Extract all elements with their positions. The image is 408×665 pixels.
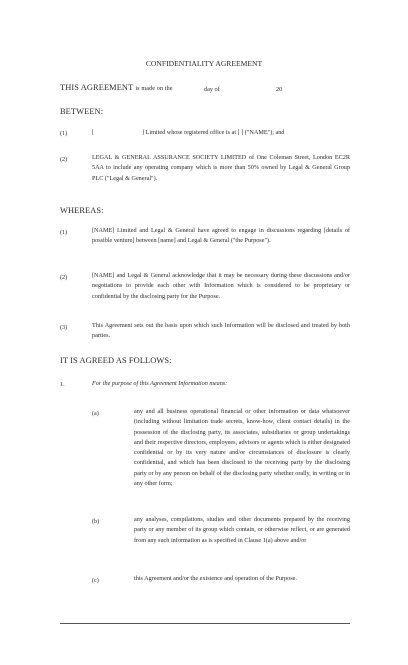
day-of-text: day of (204, 86, 220, 93)
agreement-lead-label: THIS AGREEMENT (60, 83, 134, 92)
whereas-1-text: [NAME] Limited and Legal & General have agreed to engage in discussions regarding [details of possible venture] between [name] and Legal & General ("the Purpose"). (92, 227, 350, 245)
agreement-lead (60, 83, 173, 94)
clause-1b-number: (b) (92, 518, 100, 525)
whereas-2-text: [NAME] and Legal & General acknowledge that it may be necessary during these discussions and/or negotiations to provide each other with Information which is considered to be proprietary or confidential by the disclosing party for the Purpose. (92, 272, 350, 300)
document-title: CONFIDENTIALITY AGREEMENT (145, 59, 263, 68)
agreed-heading: IT IS AGREED AS FOLLOWS: (60, 356, 172, 365)
clause-1a-text: any and all business operational financial or other information or data whatsoever (including without limitation trade secrets, know-how, client contact details) in the possession of the disclosing party, its associates, subsidiaries or group undertakings and their respective directors, employees, advisors or agents which is either designated confidential or by its very nature and/or circumstances of disclosure is clearly confidential, and which has been disclosed to the receiving party by the disclosing party or by any person on behalf of the disclosing party whether orally, in writing or in any other form; (134, 408, 350, 488)
year-text: 20 (276, 86, 283, 93)
party-2-number: (2) (60, 156, 68, 163)
between-heading: BETWEEN: (60, 107, 104, 116)
whereas-3-number: (3) (60, 324, 68, 331)
footer-rule (60, 623, 350, 624)
clause-1a-number: (a) (92, 410, 99, 417)
whereas-3-text: This Agreement sets out the basis upon which such Information will be disclosed and treated by both parties. (92, 322, 350, 340)
clause-1c-number: (c) (92, 577, 99, 584)
party-1-bracket: [ (92, 129, 95, 136)
made-on-text: is made on the (135, 85, 173, 92)
clause-1b-text: any analyses, compilations, studies and other documents prepared by the receiving party or any member of its group which contain, or otherwise reflect, or are generated from any such information as is specified in Clause 1(a) above and/or (134, 516, 350, 544)
whereas-heading: WHEREAS: (60, 206, 104, 215)
party-1-number: (1) (60, 130, 68, 137)
whereas-1-number: (1) (60, 229, 68, 236)
clause-1c-text: this Agreement and/or the existence and operation of the Purpose. (134, 575, 297, 582)
whereas-2-number: (2) (60, 274, 68, 281)
clause-1-text: For the purpose of this Agreement Information means: (92, 380, 228, 387)
clause-1-number: 1. (60, 381, 65, 388)
party-2-text: LEGAL & GENERAL ASSURANCE SOCIETY LIMITED of One Coleman Street, London EC2R 5AA to include any operating company which is more than 50% owned by Legal & General Group PLC ("Legal & General"). (92, 154, 350, 182)
party-1-text: ] Limited whose registered office is at [ ] ("NAME"); and (142, 129, 285, 136)
